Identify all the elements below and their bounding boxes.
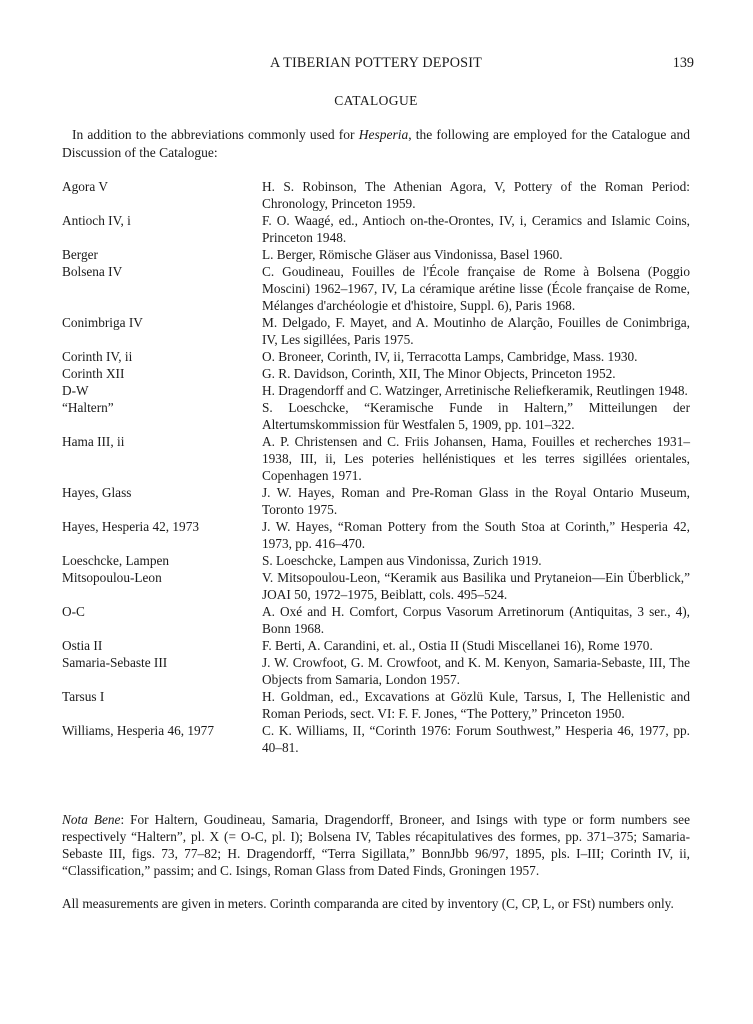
page-number: 139 [672,55,694,71]
abbreviation-term: Agora V [62,179,108,194]
abbreviation-row [62,654,690,688]
abbreviation-row [62,263,690,314]
abbreviation-row [62,637,690,654]
abbreviation-row [62,722,690,756]
abbreviation-reference: C. K. Williams, II, “Corinth 1976: Forum Southwest,” Hesperia 46, 1977, pp. 40–81. [262,723,690,755]
abbreviation-reference: J. W. Hayes, Roman and Pre-Roman Glass in the Royal Ontario Museum, Toronto 1975. [262,485,690,517]
abbreviation-reference: H. Goldman, ed., Excavations at Gözlü Kule, Tarsus, I, The Hellenistic and Roman Periods, sect. VI: F. F. Jones, “The Pottery,” Princeton 1950. [262,689,690,721]
abbreviation-row [62,603,690,637]
abbreviation-term: Tarsus I [62,689,105,704]
abbreviation-row [62,382,690,399]
intro-before: In addition to the abbreviations commonly used for [72,127,359,142]
abbreviation-reference: A. Oxé and H. Comfort, Corpus Vasorum Arretinorum (Antiquitas, 3 ser., 4), Bonn 1968. [262,604,690,636]
abbreviation-term: Ostia II [62,638,103,653]
abbreviation-term: Hayes, Hesperia 42, 1973 [62,519,199,534]
abbreviation-term: “Haltern” [62,400,114,415]
nota-bene [62,811,690,879]
abbreviation-row [62,569,690,603]
abbreviation-term: O-C [62,604,85,619]
running-header [62,55,694,77]
abbreviation-reference: G. R. Davidson, Corinth, XII, The Minor Objects, Princeton 1952. [262,366,616,381]
abbreviation-reference: V. Mitsopoulou-Leon, “Keramik aus Basilika und Prytaneion—Ein Überblick,” JOAI 50, 1972–1975, Beiblatt, cols. 495–524. [262,570,690,602]
section-title: CATALOGUE [334,93,418,108]
abbreviation-term: Loeschcke, Lampen [62,553,170,568]
abbreviation-term: Berger [62,247,98,262]
intro-after: , the following are employed for the Catalogue and Discussion of the Catalogue: [62,127,690,160]
abbreviation-list [62,178,690,756]
abbreviation-reference: L. Berger, Römische Gläser aus Vindonissa, Basel 1960. [262,247,563,262]
abbreviation-term: Conimbriga IV [62,315,143,330]
abbreviation-term: Bolsena IV [62,264,123,279]
notes [62,811,690,928]
abbreviation-term: D-W [62,383,89,398]
measurements-note: All measurements are given in meters. Corinth comparanda are cited by inventory (C, CP, L, or FSt) numbers only. [62,896,674,911]
abbreviation-reference: F. O. Waagé, ed., Antioch on-the-Orontes, IV, i, Ceramics and Islamic Coins, Princeton 1948. [262,213,690,245]
abbreviation-row [62,399,690,433]
abbreviation-term: Samaria-Sebaste III [62,655,168,670]
abbreviation-row [62,688,690,722]
abbreviation-reference: M. Delgado, F. Mayet, and A. Moutinho de Alarção, Fouilles de Conimbriga, IV, Les sigillées, Paris 1975. [262,315,690,347]
abbreviation-row [62,433,690,484]
abbreviation-term: Antioch IV, i [62,213,131,228]
abbreviation-row [62,348,690,365]
abbreviation-reference: S. Loeschcke, “Keramische Funde in Haltern,” Mitteilungen der Altertumskommission für Westfalen 5, 1909, pp. 101–322. [262,400,690,432]
abbreviation-reference: H. S. Robinson, The Athenian Agora, V, Pottery of the Roman Period: Chronology, Princeton 1959. [262,179,690,211]
intro-paragraph [62,126,690,162]
abbreviation-row [62,178,690,212]
abbreviation-term: Corinth IV, ii [62,349,133,364]
abbreviation-reference: S. Loeschcke, Lampen aus Vindonissa, Zurich 1919. [262,553,542,568]
abbreviation-term: Corinth XII [62,366,125,381]
abbreviation-term: Mitsopoulou-Leon [62,570,162,585]
abbreviation-row [62,212,690,246]
abbreviation-term: Hayes, Glass [62,485,132,500]
abbreviation-term: Williams, Hesperia 46, 1977 [62,723,214,738]
abbreviation-reference: J. W. Hayes, “Roman Pottery from the South Stoa at Corinth,” Hesperia 42, 1973, pp. 416–470. [262,519,690,551]
nota-bene-label: Nota Bene [62,812,121,827]
abbreviation-reference: C. Goudineau, Fouilles de l'École française de Rome à Bolsena (Poggio Moscini) 1962–1967, IV, La céramique arétine lisse (École française de Rome, Mélanges d'archéologie et d'histoire, Suppl. 6), Paris 1968. [262,264,690,313]
abbreviation-row [62,484,690,518]
abbreviation-reference: A. P. Christensen and C. Friis Johansen, Hama, Fouilles et recherches 1931–1938, III, ii, Les poteries hellénistiques et les terres sigillées orientales, Copenhagen 1971. [262,434,690,483]
abbreviation-term: Hama III, ii [62,434,125,449]
abbreviation-reference: O. Broneer, Corinth, IV, ii, Terracotta Lamps, Cambridge, Mass. 1930. [262,349,638,364]
abbreviation-row [62,314,690,348]
abbreviation-reference: J. W. Crowfoot, G. M. Crowfoot, and K. M. Kenyon, Samaria-Sebaste, III, The Objects from Samaria, London 1957. [262,655,690,687]
abbreviation-row [62,365,690,382]
abbreviation-row [62,246,690,263]
abbreviation-row [62,552,690,569]
running-title: A TIBERIAN POTTERY DEPOSIT [269,55,483,71]
abbreviation-row [62,518,690,552]
intro-journal: Hesperia [358,127,409,142]
nota-bene-text: : For Haltern, Goudineau, Samaria, Dragendorff, Broneer, and Isings with type or form numbers see respectively “Haltern”, pl. X (= O-C, pl. I); Bolsena IV, Tables récapitulatives des formes, pp. 371–375; Samaria-Sebaste III, figs. 73, 77–82; H. Dragendorff, “Terra Sigillata,” BonnJbb 96/97, 1895, pls. I–III; Corinth IV, ii, “Classification,” passim; and C. Isings, Roman Glass from Dated Finds, Groningen 1957. [62,812,690,878]
abbreviation-reference: F. Berti, A. Carandini, et. al., Ostia II (Studi Miscellanei 16), Rome 1970. [262,638,653,653]
abbreviation-reference: H. Dragendorff and C. Watzinger, Arretinische Reliefkeramik, Reutlingen 1948. [262,383,688,398]
